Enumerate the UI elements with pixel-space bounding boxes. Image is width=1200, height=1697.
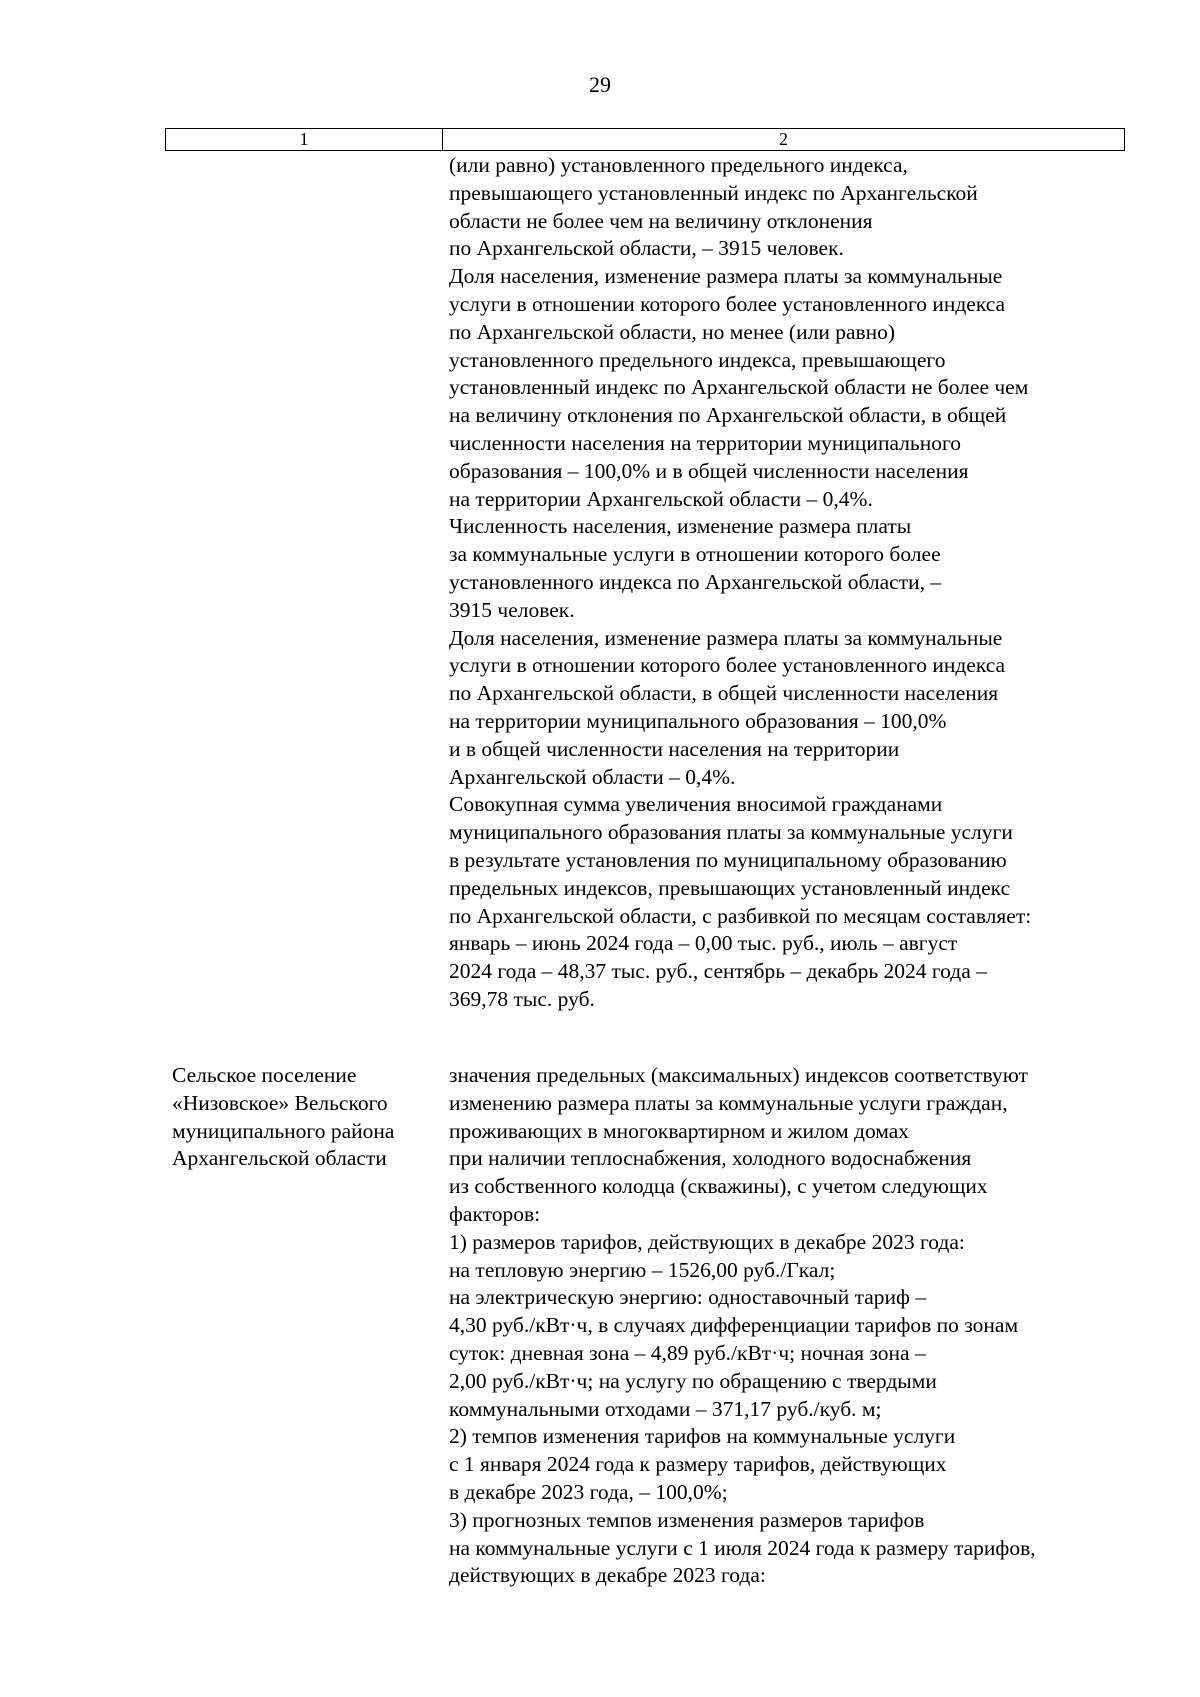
text-line: установленного индекса по Архангельской области, – [449, 569, 942, 594]
text-line: муниципального образования платы за коммунальные услуги [449, 820, 1013, 845]
text-line: на коммунальные услуги с 1 июля 2024 года к размеру тарифов, [449, 1535, 1036, 1560]
continuation-text [449, 152, 1031, 1014]
text-line: 3) прогнозных темпов изменения размеров тарифов [449, 1507, 925, 1532]
text-line: 3915 человек. [449, 597, 575, 622]
text-line: по Архангельской области, с разбивкой по месяцам составляет: [449, 903, 1032, 928]
text-line: по Архангельской области, в общей численности населения [449, 681, 999, 706]
text-line: значения предельных (максимальных) индексов соответствуют [449, 1063, 1028, 1087]
text-line: услуги в отношении которого более установленного индекса [449, 291, 1006, 316]
text-line: 2) темпов изменения тарифов на коммунальные услуги [449, 1424, 956, 1449]
text-line: при наличии теплоснабжения, холодного водоснабжения [449, 1146, 972, 1171]
text-line: за коммунальные услуги в отношении которого более [449, 542, 941, 567]
municipality-name-line: «Низовское» Вельского [172, 1090, 388, 1115]
text-line: установленный индекс по Архангельской области не более чем [449, 375, 1029, 400]
table-header-col1: 1 [166, 129, 443, 150]
municipality-name [172, 1062, 394, 1173]
table-header-row [165, 128, 1125, 151]
text-line: установленного предельного индекса, превышающего [449, 347, 946, 372]
text-line: январь – июнь 2024 года – 0,00 тыс. руб., июль – август [449, 931, 958, 956]
text-line: на величину отклонения по Архангельской области, в общей [449, 403, 1007, 428]
text-line: Численность населения, изменение размера платы [449, 514, 912, 539]
text-line: услуги в отношении которого более установленного индекса [449, 653, 1006, 678]
text-line: 4,30 руб./кВт·ч, в случаях дифференциации тарифов по зонам [449, 1313, 1019, 1338]
table-header-col2: 2 [779, 129, 788, 149]
text-line: 2,00 руб./кВт·ч; на услугу по обращению с твердыми [449, 1368, 937, 1393]
text-line: превышающего установленный индекс по Архангельской [449, 180, 978, 205]
text-line: по Архангельской области, но менее (или равно) [449, 319, 896, 344]
municipality-name-line: муниципального района [172, 1118, 395, 1143]
text-line: области не более чем на величину отклонения [449, 208, 873, 233]
text-line: и в общей численности населения на территории [449, 736, 900, 761]
text-line: Совокупная сумма увеличения вносимой гражданами [449, 792, 943, 817]
text-line: на территории муниципального образования – 100,0% [449, 708, 947, 733]
page-number: 29 [589, 72, 611, 97]
text-line: Доля населения, изменение размера платы за коммунальные [449, 264, 1003, 289]
municipality-description [449, 1062, 1036, 1590]
municipality-name-line: Архангельской области [172, 1146, 387, 1171]
text-line: 2024 года – 48,37 тыс. руб., сентябрь – декабрь 2024 года – [449, 959, 987, 984]
text-line: Архангельской области – 0,4%. [449, 764, 736, 789]
text-line: по Архангельской области, – 3915 человек. [449, 236, 844, 261]
text-line: коммунальными отходами – 371,17 руб./куб. м; [449, 1396, 882, 1421]
text-line: действующих в декабре 2023 года: [449, 1563, 766, 1588]
text-line: предельных индексов, превышающих установленный индекс [449, 875, 1011, 900]
text-line: численности населения на территории муниципального [449, 430, 962, 455]
text-line: из собственного колодца (скважины), с учетом следующих [449, 1174, 988, 1199]
text-line: проживающих в многоквартирном и жилом домах [449, 1118, 910, 1143]
text-line: в результате установления по муниципальному образованию [449, 847, 1007, 872]
text-line: изменению размера платы за коммунальные услуги граждан, [449, 1090, 1008, 1115]
municipality-name-line: Сельское поселение [172, 1063, 357, 1087]
text-line: образования – 100,0% и в общей численности населения [449, 458, 969, 483]
text-line: Доля населения, изменение размера платы за коммунальные [449, 625, 1003, 650]
text-line: на территории Архангельской области – 0,4%. [449, 486, 873, 511]
text-line: с 1 января 2024 года к размеру тарифов, действующих [449, 1452, 947, 1477]
text-line: (или равно) установленного предельного индекса, [449, 153, 908, 177]
text-line: 369,78 тыс. руб. [449, 986, 595, 1011]
text-line: в декабре 2023 года, – 100,0%; [449, 1479, 728, 1504]
text-line: на электрическую энергию: одноставочный тариф – [449, 1285, 927, 1310]
text-line: 1) размеров тарифов, действующих в декабре 2023 года: [449, 1229, 965, 1254]
text-line: на тепловую энергию – 1526,00 руб./Гкал; [449, 1257, 836, 1282]
text-line: факторов: [449, 1201, 541, 1226]
text-line: суток: дневная зона – 4,89 руб./кВт·ч; ночная зона – [449, 1340, 926, 1365]
